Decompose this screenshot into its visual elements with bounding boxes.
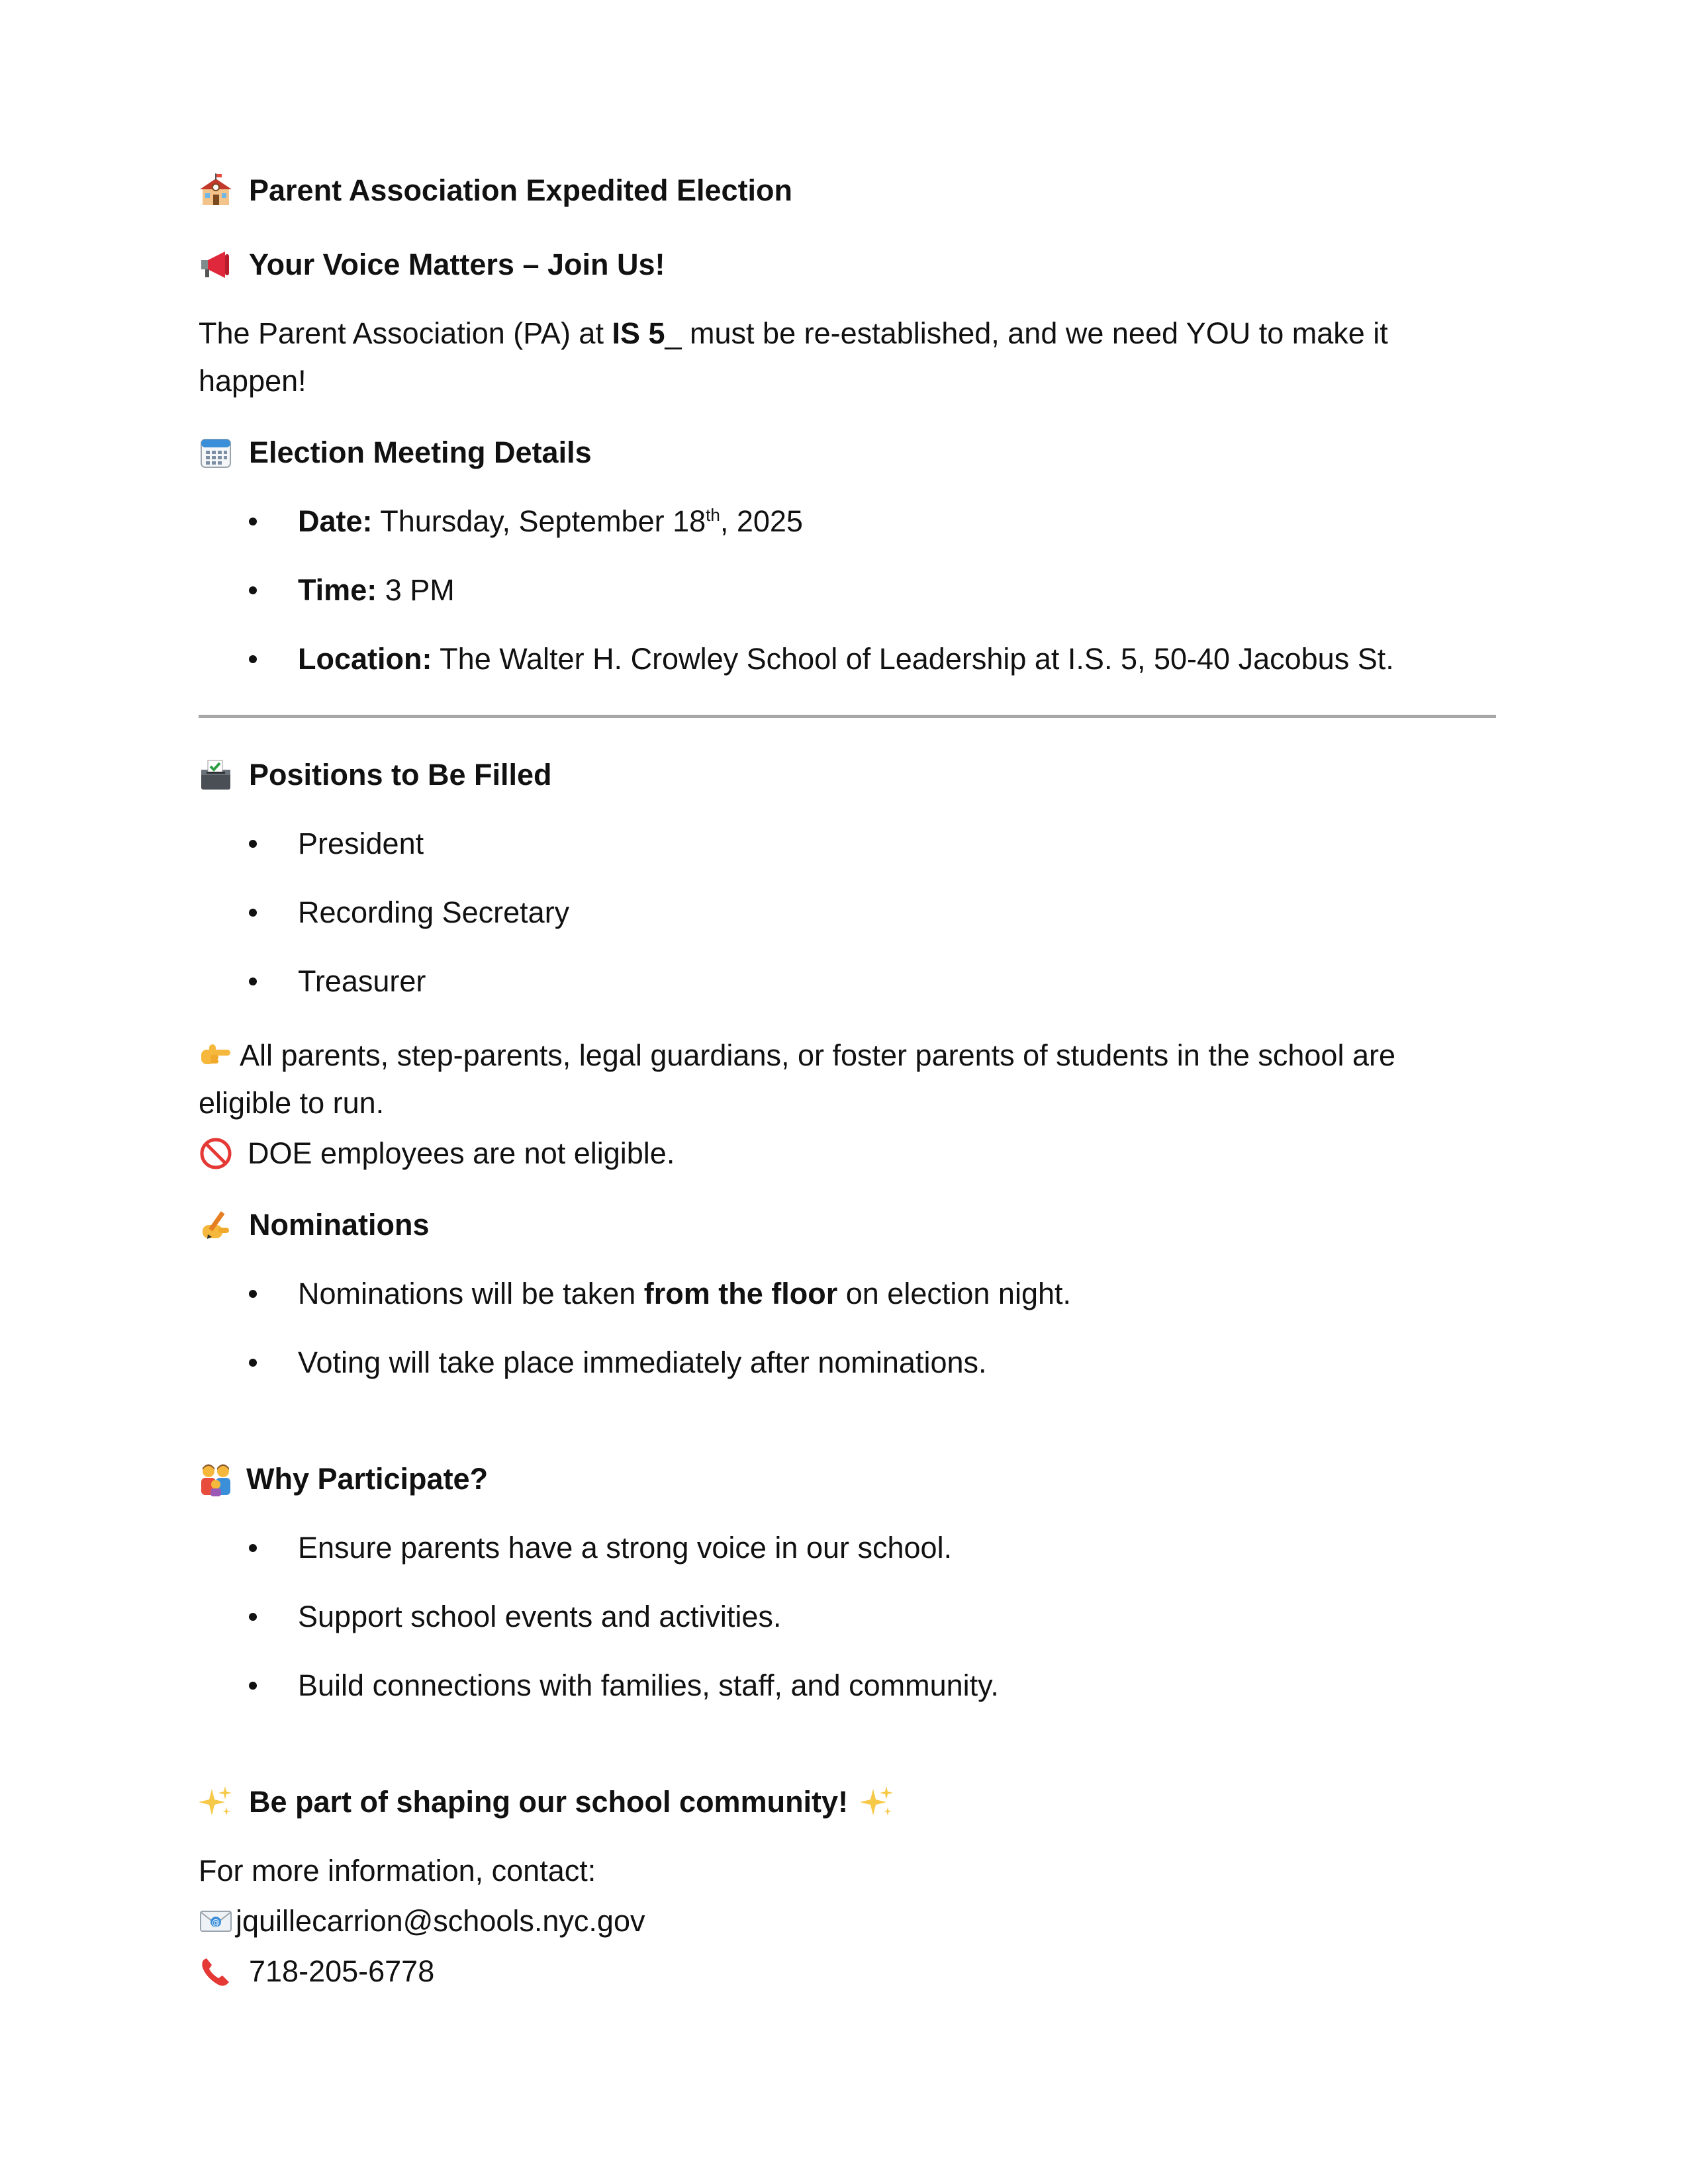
nomination-emphasis: from the floor: [643, 1277, 838, 1310]
subtitle: [199, 241, 1496, 289]
envelope-icon: [199, 1904, 233, 1938]
intro-text: The Parent Association (PA) at: [199, 316, 612, 350]
why-list: [199, 1524, 1496, 1709]
list-item-date: [199, 498, 1496, 545]
list-item: [199, 1270, 1496, 1318]
sparkles-icon: [199, 1785, 233, 1819]
telephone-icon: [199, 1954, 233, 1989]
svg-text:@: @: [212, 1918, 220, 1927]
location-label: Location:: [298, 642, 432, 676]
list-item-location: [199, 635, 1496, 683]
date-label: Date:: [298, 504, 373, 538]
not-eligible-line: [199, 1130, 1496, 1177]
nominations-list: [199, 1270, 1496, 1387]
meeting-heading: [199, 429, 1496, 477]
calendar-icon: [199, 435, 233, 470]
school-icon: [199, 173, 233, 208]
nominations-heading-text: Nominations: [249, 1208, 430, 1242]
subtitle-text: Your Voice Matters – Join Us!: [249, 248, 665, 281]
list-item: Treasurer: [199, 958, 1496, 1005]
school-name: IS 5: [612, 316, 665, 350]
pointing-finger-icon: [199, 1038, 233, 1072]
ballot-box-icon: [199, 758, 233, 792]
sparkles-icon: [860, 1785, 894, 1819]
eligibility-paragraph: [199, 1032, 1496, 1127]
intro-paragraph: [199, 310, 1496, 405]
meeting-heading-text: Election Meeting Details: [249, 435, 592, 469]
eligibility-text: All parents, step-parents, legal guardians, or foster parents of students in the school are eligible to run.: [199, 1038, 1395, 1120]
list-item: Build connections with families, staff, and community.: [199, 1662, 1496, 1709]
writing-hand-icon: [199, 1208, 233, 1242]
nomination-text-end: on election night.: [837, 1277, 1071, 1310]
prohibited-icon: [199, 1136, 233, 1171]
nominations-heading: [199, 1201, 1496, 1249]
contact-email-line: [199, 1897, 1496, 1945]
meeting-details-list: [199, 498, 1496, 683]
not-eligible-text: DOE employees are not eligible.: [248, 1136, 675, 1170]
date-value: Thursday, September 18: [372, 504, 706, 538]
contact-phone[interactable]: 718-205-6778: [249, 1954, 435, 1988]
list-item: President: [199, 820, 1496, 868]
why-heading-text: Why Participate?: [246, 1462, 489, 1496]
list-item: Recording Secretary: [199, 889, 1496, 936]
contact-phone-line: [199, 1948, 1496, 1995]
positions-heading: [199, 751, 1496, 799]
list-item-time: [199, 567, 1496, 614]
horizontal-divider: [199, 715, 1496, 718]
flyer-content: [199, 167, 1496, 1995]
closing-line: [199, 1778, 1496, 1826]
megaphone-icon: [199, 248, 233, 282]
contact-email[interactable]: jquillecarrion@schools.nyc.gov: [236, 1904, 645, 1938]
why-heading: [199, 1455, 1496, 1503]
positions-list: [199, 820, 1496, 1005]
time-value: 3 PM: [377, 573, 455, 607]
positions-heading-text: Positions to Be Filled: [249, 758, 552, 792]
date-suffix: th: [706, 505, 720, 525]
date-year: , 2025: [720, 504, 803, 538]
list-item: Support school events and activities.: [199, 1593, 1496, 1641]
time-label: Time:: [298, 573, 377, 607]
nomination-text: Nominations will be taken: [298, 1277, 644, 1310]
page-title: [199, 167, 1496, 214]
contact-intro: For more information, contact:: [199, 1854, 596, 1888]
location-value: The Walter H. Crowley School of Leadership at I.S. 5, 50-40 Jacobus St.: [432, 642, 1394, 676]
intro-text-end: _ must be re-established, and we need YOU to make it happen!: [199, 316, 1388, 398]
title-text: Parent Association Expedited Election: [249, 173, 793, 207]
closing-text: Be part of shaping our school community!: [249, 1785, 849, 1819]
list-item: Voting will take place immediately after nominations.: [199, 1339, 1496, 1387]
family-icon: [199, 1462, 233, 1496]
list-item: Ensure parents have a strong voice in our school.: [199, 1524, 1496, 1572]
